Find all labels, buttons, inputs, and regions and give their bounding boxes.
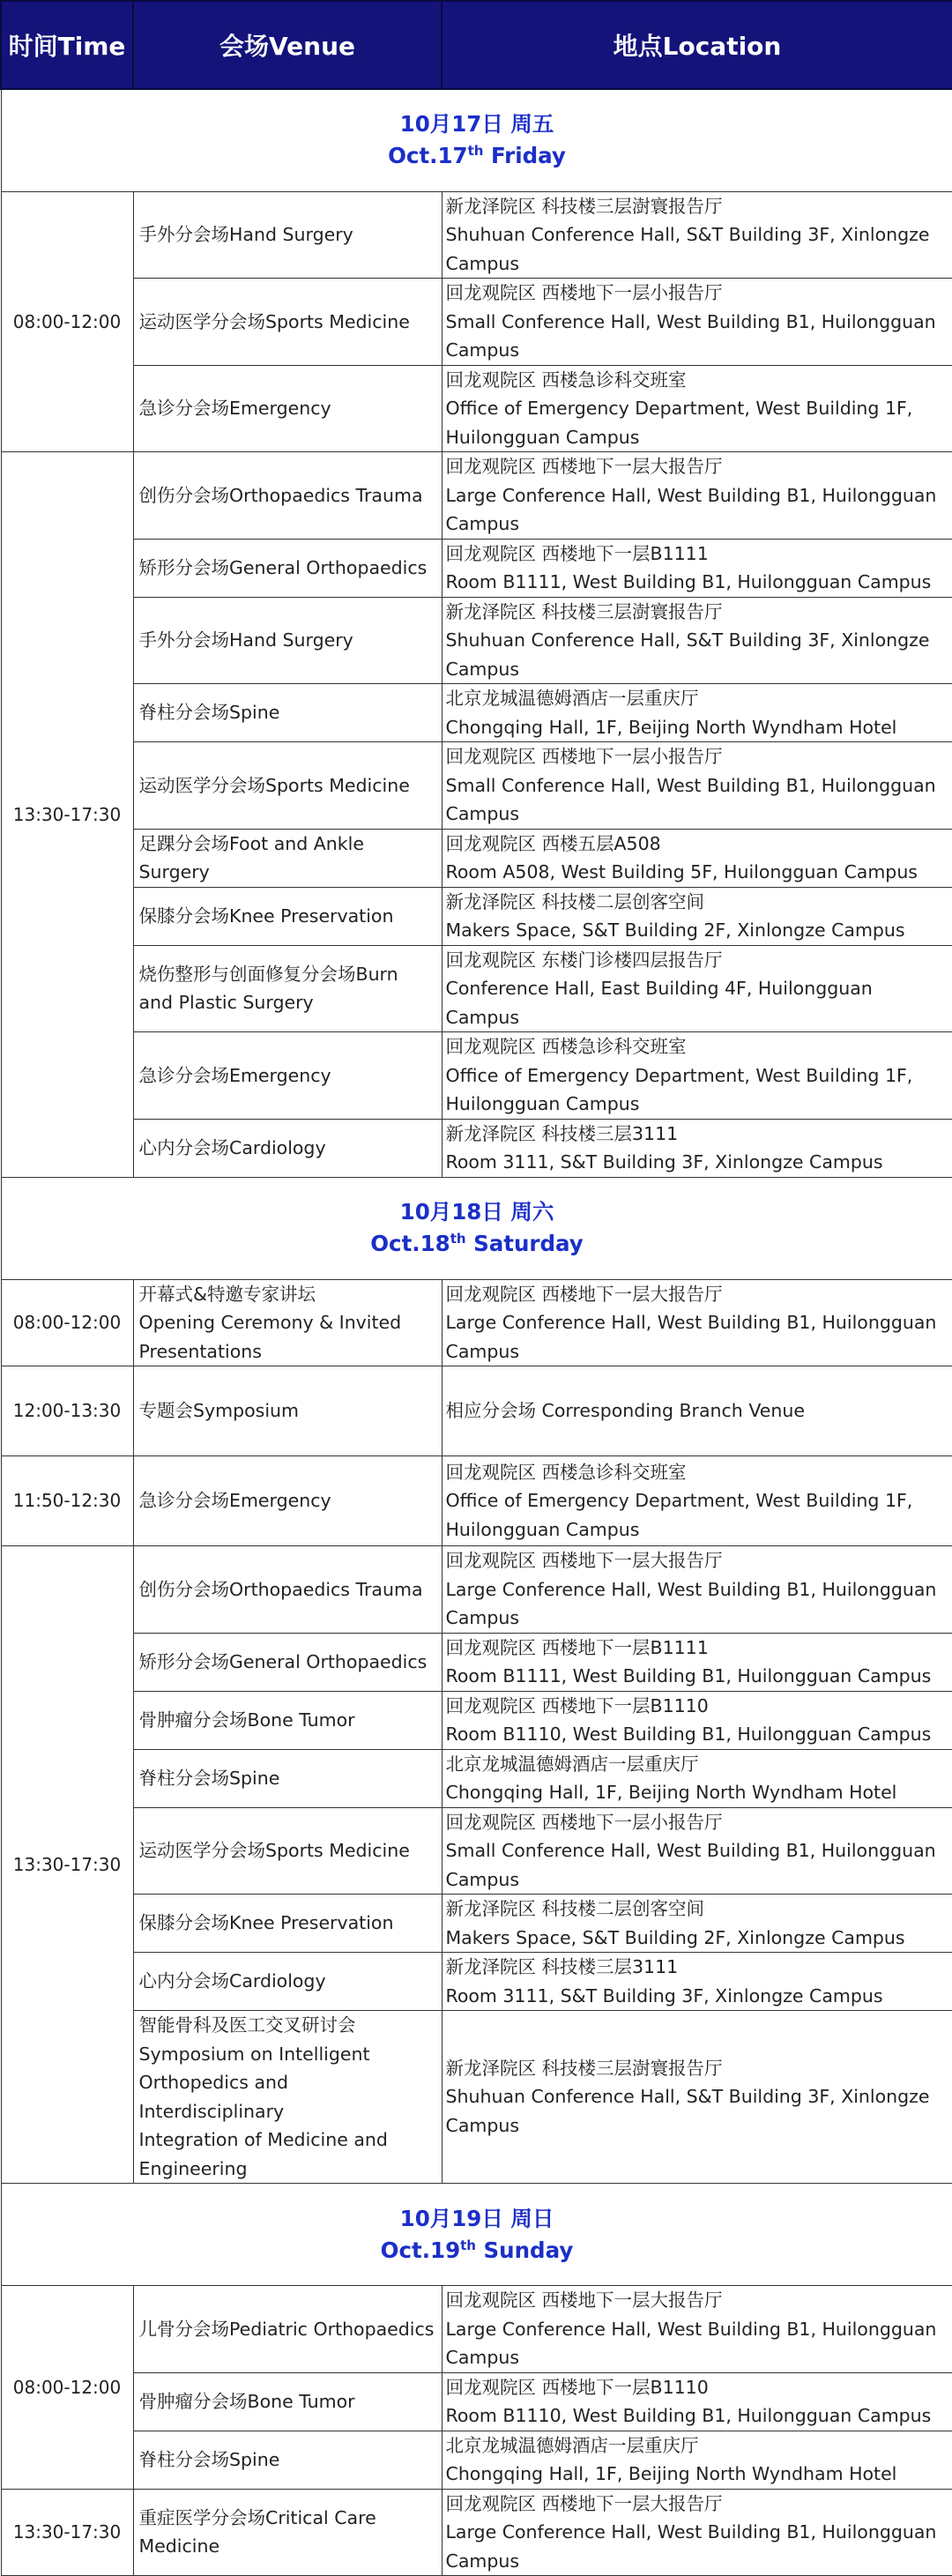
location-line: Room B1110, West Building B1, Huilongguan Campus: [445, 2405, 932, 2426]
location-line: 回龙观院区 西楼地下一层B1110: [445, 2376, 709, 2398]
location-cell: [442, 1807, 952, 1895]
location-line: 回龙观院区 西楼五层A508: [445, 832, 661, 854]
venue-cell: [133, 365, 442, 452]
location-line: Shuhuan Conference Hall, S&T Building 3F, Xinlongze: [445, 629, 930, 651]
location-line: 回龙观院区 西楼地下一层小报告厅: [445, 282, 723, 303]
location-cell: [442, 2011, 952, 2184]
venue-line: 足踝分会场Foot and Ankle Surgery: [138, 832, 364, 882]
venue-cell: [133, 887, 442, 945]
location-cell: [442, 829, 952, 887]
venue-cell: [133, 742, 442, 830]
location-cell: [442, 597, 952, 684]
venue-line: 脊柱分会场Spine: [138, 702, 280, 724]
venue-line: 急诊分会场Emergency: [138, 1490, 331, 1512]
location-line: 回龙观院区 东楼门诊楼四层报告厅: [445, 949, 723, 971]
table-row: [1, 2011, 952, 2184]
venue-line: 骨肿瘤分会场Bone Tumor: [138, 2390, 355, 2412]
location-line: Office of Emergency Department, West Building 1F,: [445, 1064, 913, 1086]
table-row: [1, 1456, 952, 1546]
location-line: Campus: [445, 2347, 520, 2368]
day-header-row: [1, 2184, 952, 2286]
day-date-suffix: th: [460, 2237, 476, 2253]
venue-cell: [133, 1807, 442, 1895]
location-cell: [442, 1546, 952, 1634]
venue-line: Opening Ceremony & Invited: [138, 1312, 402, 1333]
table-row: [1, 2431, 952, 2489]
location-cell: [442, 1456, 952, 1546]
table-row: [1, 887, 952, 945]
location-line: 回龙观院区 西楼地下一层大报告厅: [445, 2289, 723, 2311]
location-line: Campus: [445, 2550, 520, 2572]
table-row: [1, 452, 952, 540]
location-line: 回龙观院区 西楼地下一层大报告厅: [445, 1550, 723, 1571]
table-row: [1, 1366, 952, 1456]
time-cell: 08:00-12:00: [1, 191, 133, 452]
day-date-en: Oct.17: [388, 143, 468, 169]
location-line: 回龙观院区 西楼地下一层大报告厅: [445, 456, 723, 477]
location-line: 回龙观院区 西楼地下一层B1111: [445, 1636, 709, 1658]
location-cell: [442, 191, 952, 279]
location-cell: [442, 1953, 952, 2011]
venue-cell: [133, 1366, 442, 1456]
day-weekday-en: Saturday: [465, 1231, 584, 1256]
table-row: [1, 1749, 952, 1807]
location-line: 回龙观院区 西楼地下一层小报告厅: [445, 1811, 723, 1833]
venue-line: 心内分会场Cardiology: [138, 1970, 326, 1992]
venue-cell: [133, 1279, 442, 1366]
location-line: Large Conference Hall, West Building B1, Huilongguan: [445, 484, 937, 506]
venue-line: Orthopedics and Interdisciplinary: [138, 2072, 289, 2122]
location-line: Shuhuan Conference Hall, S&T Building 3F, Xinlongze: [445, 224, 930, 245]
location-line: Room 3111, S&T Building 3F, Xinlongze Campus: [445, 1984, 883, 2006]
venue-line: 运动医学分会场Sports Medicine: [138, 774, 410, 796]
day-date-en: Oct.18: [370, 1231, 450, 1256]
location-line: 新龙泽院区 科技楼三层澍寰报告厅: [445, 195, 723, 217]
table-row: [1, 1546, 952, 1634]
location-line: 新龙泽院区 科技楼三层3111: [445, 1956, 679, 1977]
location-line: 新龙泽院区 科技楼三层澍寰报告厅: [445, 600, 723, 622]
location-line: Large Conference Hall, West Building B1, Huilongguan: [445, 2318, 937, 2340]
time-cell: 08:00-12:00: [1, 2286, 133, 2490]
location-cell: [442, 684, 952, 742]
venue-line: 脊柱分会场Spine: [138, 2448, 280, 2470]
location-line: Room B1110, West Building B1, Huilongguan Campus: [445, 1724, 932, 1745]
table-row: [1, 2286, 952, 2373]
venue-line: 烧伤整形与创面修复分会场Burn: [138, 963, 398, 985]
venue-line: 运动医学分会场Sports Medicine: [138, 310, 410, 332]
location-line: Large Conference Hall, West Building B1, Huilongguan: [445, 2521, 937, 2542]
location-line: Huilongguan Campus: [445, 426, 640, 448]
venue-cell: [133, 684, 442, 742]
location-line: 回龙观院区 西楼急诊科交班室: [445, 1036, 687, 1057]
table-row: [1, 2489, 952, 2576]
location-cell: [442, 945, 952, 1032]
day-date-en: Oct.19: [380, 2237, 461, 2263]
day-weekday-en: Friday: [483, 143, 566, 169]
venue-cell: [133, 2011, 442, 2184]
venue-line: 开幕式&特邀专家讲坛: [138, 1283, 316, 1305]
venue-line: 手外分会场Hand Surgery: [138, 224, 353, 245]
table-row: [1, 829, 952, 887]
location-cell: [442, 1691, 952, 1749]
venue-cell: [133, 829, 442, 887]
location-line: 新龙泽院区 科技楼二层创客空间: [445, 890, 705, 912]
time-cell: 13:30-17:30: [1, 452, 133, 1178]
table-row: [1, 539, 952, 597]
venue-line: 创伤分会场Orthopaedics Trauma: [138, 1578, 423, 1600]
location-cell: [442, 742, 952, 830]
location-cell: [442, 1279, 952, 1366]
location-line: 新龙泽院区 科技楼三层3111: [445, 1122, 679, 1144]
venue-cell: [133, 1546, 442, 1634]
location-line: Room B1111, West Building B1, Huilongguan Campus: [445, 1665, 932, 1686]
venue-line: Medicine: [138, 2535, 220, 2557]
location-cell: [442, 279, 952, 366]
table-row: [1, 1807, 952, 1895]
location-cell: [442, 452, 952, 540]
time-cell: 11:50-12:30: [1, 1456, 133, 1546]
table-row: [1, 1691, 952, 1749]
venue-cell: [133, 1032, 442, 1120]
venue-line: 矫形分会场General Orthopaedics: [138, 1650, 428, 1672]
venue-cell: [133, 1119, 442, 1177]
venue-cell: [133, 1953, 442, 2011]
time-cell: 13:30-17:30: [1, 2489, 133, 2576]
table-row: [1, 365, 952, 452]
location-cell: [442, 1366, 952, 1456]
day-weekday-en: Sunday: [475, 2237, 574, 2263]
location-line: Large Conference Hall, West Building B1, Huilongguan: [445, 1578, 937, 1600]
location-line: Makers Space, S&T Building 2F, Xinlongze Campus: [445, 1926, 905, 1948]
time-cell: 12:00-13:30: [1, 1366, 133, 1456]
venue-cell: [133, 452, 442, 540]
location-line: 北京龙城温德姆酒店一层重庆厅: [445, 2434, 699, 2456]
venue-line: 手外分会场Hand Surgery: [138, 629, 353, 651]
table-row: [1, 1895, 952, 1953]
venue-line: 急诊分会场Emergency: [138, 1064, 331, 1086]
location-line: Room B1111, West Building B1, Huilongguan Campus: [445, 571, 932, 592]
table-row: [1, 279, 952, 366]
table-row: [1, 945, 952, 1032]
venue-cell: [133, 945, 442, 1032]
venue-line: Symposium on Intelligent: [138, 2043, 370, 2065]
table-row: [1, 1279, 952, 1366]
day-header: [1, 1177, 952, 1279]
day-header-row: [1, 89, 952, 191]
venue-line: 骨肿瘤分会场Bone Tumor: [138, 1709, 355, 1731]
venue-cell: [133, 1749, 442, 1807]
header-time: 时间Time: [1, 1, 133, 89]
location-line: 回龙观院区 西楼地下一层B1110: [445, 1694, 709, 1716]
venue-line: 创伤分会场Orthopaedics Trauma: [138, 484, 423, 506]
header-venue: 会场Venue: [133, 1, 442, 89]
venue-line: 儿骨分会场Pediatric Orthopaedics: [138, 2318, 435, 2340]
table-row: [1, 1953, 952, 2011]
venue-line: 急诊分会场Emergency: [138, 398, 331, 419]
venue-line: 运动医学分会场Sports Medicine: [138, 1840, 410, 1861]
day-date-cn: 10月17日 周五: [399, 111, 554, 138]
location-line: Chongqing Hall, 1F, Beijing North Wyndham Hotel: [445, 2463, 897, 2484]
venue-line: Presentations: [138, 1340, 262, 1362]
location-line: Conference Hall, East Building 4F, Huilongguan Campus: [445, 978, 873, 1028]
table-row: [1, 2372, 952, 2431]
location-line: 新龙泽院区 科技楼二层创客空间: [445, 1898, 705, 1919]
location-line: Small Conference Hall, West Building B1, Huilongguan: [445, 774, 936, 796]
venue-cell: [133, 1895, 442, 1953]
venue-cell: [133, 597, 442, 684]
location-line: 相应分会场 Corresponding Branch Venue: [445, 1400, 805, 1422]
day-header: [1, 2184, 952, 2286]
venue-line: 专题会Symposium: [138, 1400, 300, 1422]
location-line: Campus: [445, 1868, 520, 1890]
day-date-cn: 10月19日 周日: [399, 2205, 554, 2231]
venue-cell: [133, 2489, 442, 2576]
venue-cell: [133, 2431, 442, 2489]
location-line: Office of Emergency Department, West Building 1F,: [445, 398, 913, 419]
location-line: 回龙观院区 西楼地下一层大报告厅: [445, 2492, 723, 2514]
table-row: [1, 1032, 952, 1120]
day-date-suffix: th: [467, 143, 484, 160]
table-row: [1, 684, 952, 742]
venue-cell: [133, 1691, 442, 1749]
table-row: [1, 1633, 952, 1691]
venue-line: 脊柱分会场Spine: [138, 1767, 280, 1789]
location-cell: [442, 2489, 952, 2576]
venue-cell: [133, 2372, 442, 2431]
table-row: [1, 1119, 952, 1177]
location-cell: [442, 1895, 952, 1953]
time-cell: 08:00-12:00: [1, 1279, 133, 1366]
location-line: 回龙观院区 西楼地下一层小报告厅: [445, 746, 723, 767]
location-line: Huilongguan Campus: [445, 1093, 640, 1114]
location-cell: [442, 1633, 952, 1691]
location-line: Campus: [445, 252, 520, 274]
location-line: Shuhuan Conference Hall, S&T Building 3F, Xinlongze: [445, 2086, 930, 2108]
day-date-cn: 10月18日 周六: [399, 1199, 554, 1225]
location-line: Small Conference Hall, West Building B1, Huilongguan: [445, 310, 936, 332]
venue-cell: [133, 539, 442, 597]
location-line: Makers Space, S&T Building 2F, Xinlongze Campus: [445, 919, 905, 941]
header-row: [1, 1, 952, 89]
location-cell: [442, 2431, 952, 2489]
venue-cell: [133, 191, 442, 279]
venue-cell: [133, 279, 442, 366]
location-line: Small Conference Hall, West Building B1, Huilongguan: [445, 1840, 936, 1861]
venue-line: 保膝分会场Knee Preservation: [138, 1912, 394, 1934]
location-line: Campus: [445, 1340, 520, 1362]
table-row: [1, 742, 952, 830]
location-cell: [442, 1119, 952, 1177]
venue-cell: [133, 1633, 442, 1691]
location-line: Chongqing Hall, 1F, Beijing North Wyndham Hotel: [445, 1782, 897, 1803]
location-line: 北京龙城温德姆酒店一层重庆厅: [445, 688, 699, 709]
day-header: [1, 89, 952, 191]
venue-line: Integration of Medicine and: [138, 2129, 388, 2150]
location-cell: [442, 2372, 952, 2431]
venue-line: 智能骨科及医工交叉研讨会: [138, 2014, 356, 2036]
day-date-suffix: th: [450, 1230, 466, 1247]
location-line: Room A508, West Building 5F, Huilongguan Campus: [445, 861, 918, 882]
location-line: 回龙观院区 西楼地下一层大报告厅: [445, 1283, 723, 1305]
time-cell: 13:30-17:30: [1, 1546, 133, 2184]
location-cell: [442, 1749, 952, 1807]
location-line: Chongqing Hall, 1F, Beijing North Wyndham Hotel: [445, 716, 897, 738]
location-cell: [442, 1032, 952, 1120]
location-line: 北京龙城温德姆酒店一层重庆厅: [445, 1753, 699, 1775]
location-line: Room 3111, S&T Building 3F, Xinlongze Campus: [445, 1151, 883, 1173]
location-line: Office of Emergency Department, West Building 1F,: [445, 1490, 913, 1512]
location-line: Campus: [445, 1607, 520, 1628]
location-line: Campus: [445, 803, 520, 824]
location-line: Campus: [445, 2114, 520, 2136]
day-header-row: [1, 1177, 952, 1279]
location-line: Campus: [445, 339, 520, 361]
venue-line: 重症医学分会场Critical Care: [138, 2506, 376, 2528]
header-location: 地点Location: [442, 1, 952, 89]
location-line: Campus: [445, 658, 520, 680]
location-cell: [442, 2286, 952, 2373]
schedule-body: [1, 89, 952, 2576]
venue-line: and Plastic Surgery: [138, 992, 314, 1014]
table-row: [1, 597, 952, 684]
location-line: Campus: [445, 513, 520, 534]
location-line: Huilongguan Campus: [445, 1518, 640, 1540]
table-row: [1, 191, 952, 279]
venue-line: Engineering: [138, 2157, 248, 2179]
venue-cell: [133, 1456, 442, 1546]
venue-line: 矫形分会场General Orthopaedics: [138, 556, 428, 578]
location-cell: [442, 539, 952, 597]
venue-line: 心内分会场Cardiology: [138, 1136, 326, 1158]
location-line: 回龙观院区 西楼急诊科交班室: [445, 1461, 687, 1483]
venue-cell: [133, 2286, 442, 2373]
location-line: 回龙观院区 西楼地下一层B1111: [445, 542, 709, 564]
location-line: 新龙泽院区 科技楼三层澍寰报告厅: [445, 2057, 723, 2079]
location-line: Large Conference Hall, West Building B1, Huilongguan: [445, 1312, 937, 1333]
venue-line: 保膝分会场Knee Preservation: [138, 905, 394, 927]
location-cell: [442, 887, 952, 945]
location-cell: [442, 365, 952, 452]
location-line: 回龙观院区 西楼急诊科交班室: [445, 369, 687, 391]
